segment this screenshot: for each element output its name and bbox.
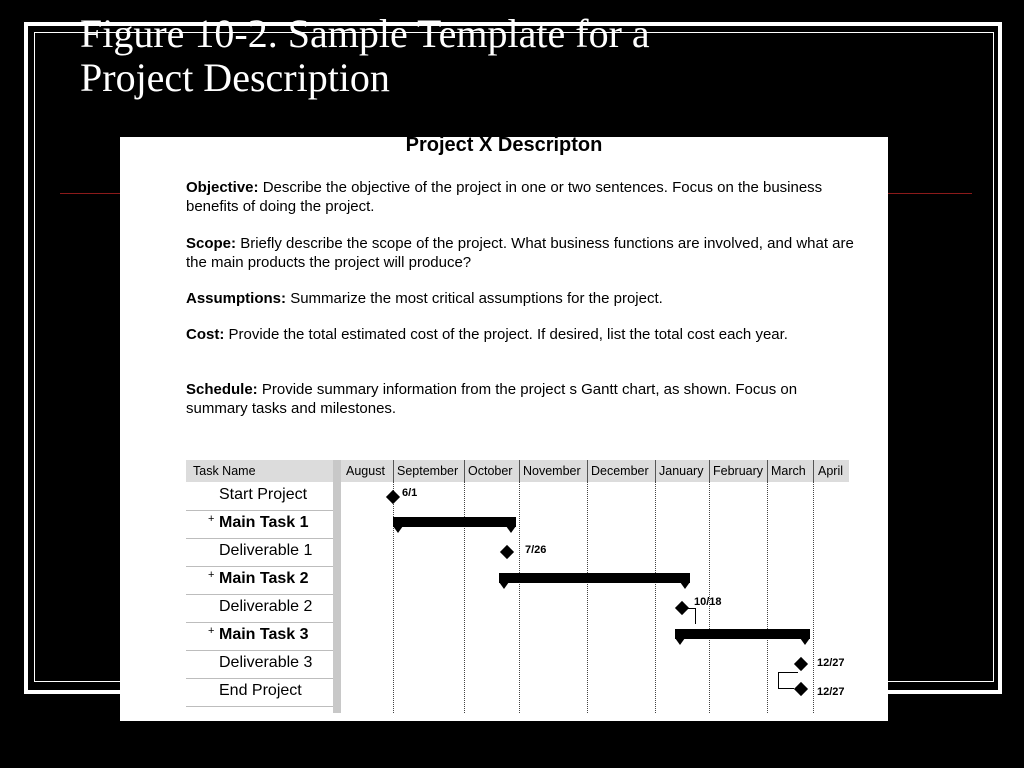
schedule-text: Provide summary information from the project s Gantt chart, as shown. Focus on summary tasks and milestones. bbox=[186, 381, 798, 417]
summary-bar bbox=[675, 629, 810, 639]
gridline bbox=[519, 482, 520, 713]
gantt-header-task bbox=[186, 460, 333, 482]
dependency-line bbox=[686, 608, 695, 609]
milestone-diamond bbox=[386, 490, 400, 504]
month-september: September bbox=[397, 464, 459, 478]
milestone-label: 10/18 bbox=[694, 596, 722, 608]
scope-text: Briefly describe the scope of the project. What business functions are involved, and what are the main products the project will produce? bbox=[186, 235, 854, 271]
gridline bbox=[587, 482, 588, 713]
month-separator bbox=[767, 460, 768, 482]
task-row bbox=[186, 594, 333, 623]
milestone-diamond bbox=[500, 545, 514, 559]
cost-paragraph bbox=[186, 325, 856, 344]
task-name: Deliverable 3 bbox=[219, 654, 313, 671]
gridline bbox=[655, 482, 656, 713]
slide-title bbox=[80, 12, 880, 100]
month-january: January bbox=[659, 464, 704, 478]
task-row bbox=[186, 538, 333, 567]
expand-plus-icon[interactable]: + bbox=[208, 513, 215, 525]
milestone-label: 12/27 bbox=[817, 657, 845, 669]
gantt-chart bbox=[186, 460, 849, 713]
summary-bar-cap bbox=[675, 638, 685, 645]
month-separator bbox=[393, 460, 394, 482]
task-row bbox=[186, 510, 333, 539]
task-name: Deliverable 2 bbox=[219, 598, 313, 615]
objective-label: Objective: bbox=[186, 179, 259, 196]
assumptions-label: Assumptions: bbox=[186, 290, 287, 307]
accent-line-right bbox=[888, 193, 972, 194]
month-separator bbox=[519, 460, 520, 482]
summary-bar-cap bbox=[393, 526, 403, 533]
summary-bar-cap bbox=[499, 582, 509, 589]
month-november: November bbox=[523, 464, 581, 478]
month-february: February bbox=[713, 464, 764, 478]
task-row bbox=[186, 678, 333, 707]
task-name: Main Task 2 bbox=[219, 570, 309, 587]
task-name: Deliverable 1 bbox=[219, 542, 313, 559]
expand-plus-icon[interactable]: + bbox=[208, 625, 215, 637]
scope-label: Scope: bbox=[186, 235, 237, 252]
gantt-divider bbox=[333, 460, 341, 713]
task-name: Start Project bbox=[219, 486, 308, 503]
month-separator bbox=[709, 460, 710, 482]
slide-title-line-1: Figure 10-2. Sample Template for a bbox=[80, 11, 650, 56]
dependency-line bbox=[778, 672, 779, 688]
month-april: April bbox=[818, 464, 844, 478]
gridline bbox=[813, 482, 814, 713]
scope-paragraph bbox=[186, 234, 856, 272]
milestone-label: 12/27 bbox=[817, 686, 845, 698]
objective-paragraph bbox=[186, 178, 856, 216]
task-name: Main Task 3 bbox=[219, 626, 309, 643]
slide-title-line-2: Project Description bbox=[80, 55, 390, 100]
month-august: August bbox=[346, 464, 385, 478]
month-separator bbox=[655, 460, 656, 482]
milestone-diamond bbox=[794, 657, 808, 671]
task-row bbox=[186, 482, 333, 511]
schedule-label: Schedule: bbox=[186, 381, 258, 398]
month-separator bbox=[587, 460, 588, 482]
cost-text: Provide the total estimated cost of the project. If desired, list the total cost each year. bbox=[228, 326, 788, 343]
summary-bar-cap bbox=[680, 582, 690, 589]
assumptions-paragraph bbox=[186, 289, 856, 308]
milestone-label: 7/26 bbox=[525, 544, 547, 556]
task-row bbox=[186, 650, 333, 679]
summary-bar-cap bbox=[506, 526, 516, 533]
summary-bar-cap bbox=[800, 638, 810, 645]
figure-document bbox=[120, 134, 888, 721]
schedule-paragraph bbox=[186, 380, 856, 418]
document-title: Project X Descripton bbox=[405, 134, 603, 156]
gridline bbox=[767, 482, 768, 713]
milestone-label: 6/1 bbox=[402, 487, 418, 499]
dependency-line bbox=[778, 688, 794, 689]
accent-line-left bbox=[60, 193, 122, 194]
task-name-header: Task Name bbox=[193, 464, 256, 478]
month-separator bbox=[464, 460, 465, 482]
objective-text: Describe the objective of the project in one or two sentences. Focus on the business benefits of doing the project. bbox=[186, 179, 823, 215]
task-row bbox=[186, 622, 333, 651]
dependency-line bbox=[778, 672, 798, 673]
milestone-diamond bbox=[794, 682, 808, 696]
assumptions-text: Summarize the most critical assumptions for the project. bbox=[290, 290, 663, 307]
expand-plus-icon[interactable]: + bbox=[208, 569, 215, 581]
task-name: Main Task 1 bbox=[219, 514, 309, 531]
month-december: December bbox=[591, 464, 649, 478]
cost-label: Cost: bbox=[186, 326, 225, 343]
summary-bar bbox=[499, 573, 690, 583]
month-march: March bbox=[771, 464, 806, 478]
task-name: End Project bbox=[219, 682, 302, 699]
dependency-line bbox=[695, 608, 696, 624]
summary-bar bbox=[393, 517, 516, 527]
task-row bbox=[186, 566, 333, 595]
month-separator bbox=[813, 460, 814, 482]
month-october: October bbox=[468, 464, 513, 478]
